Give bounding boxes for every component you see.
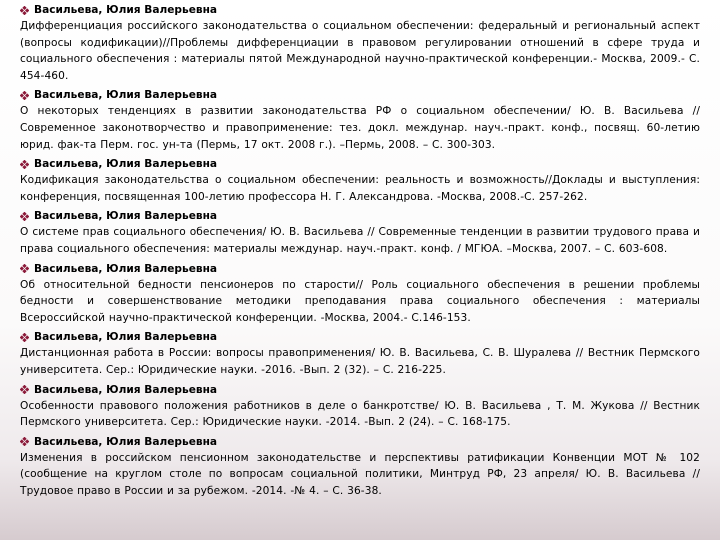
entry-citation: Изменения в российском пенсионном законодательстве и перспективы ратификации Конвенции МОТ № 102 (сообщение на круглом столе по вопросам социальной политики, Минтруд РФ, 23 апреля/ Ю. В. Васильева // Трудовое право в России и за рубежом. -2014. -№ 4. – С. 36-38. [20,451,700,497]
diamond-bullet-icon [20,91,29,100]
bibliography-entry [20,329,700,378]
entry-author: Васильева, Юлия Валерьевна [34,89,218,102]
entry-author: Васильева, Юлия Валерьевна [34,210,218,223]
diamond-bullet-icon [20,385,29,394]
bibliography-entry [20,261,700,327]
diamond-bullet-icon [20,264,29,273]
diamond-bullet-icon [20,333,29,342]
diamond-bullet-icon [20,160,29,169]
bibliography-entry [20,87,700,153]
entry-citation: О некоторых тенденциях в развитии законодательства РФ о социальном обеспечении/ Ю. В. Васильева // Современное законотворчество и правоприменение: тез. докл. междунар. науч.-практ. конф., посвящ. 60-летию юрид. фак-та Перм. гос. ун-та (Пермь, 17 окт. 2008 г.). –Пермь, 2008. – С. 300-303. [20,105,700,151]
entry-citation: О системе прав социального обеспечения/ Ю. В. Васильева // Современные тенденции в развитии трудового права и права социального обеспечения: материалы междунар. науч.-практ. конф. / МГЮА. –Москва, 2007. – С. 603-608. [20,226,700,255]
entry-author-row [20,208,700,224]
bibliography-entry [20,208,700,257]
entry-author: Васильева, Юлия Валерьевна [34,331,218,344]
entry-citation: Особенности правового положения работников в деле о банкротстве/ Ю. В. Васильева , Т. М. Жукова // Вестник Пермского университета. Сер.: Юридические науки. -2014. -Вып. 2 (24). – С. 168-175. [20,399,700,429]
entry-author: Васильева, Юлия Валерьевна [34,262,218,275]
entry-author: Васильева, Юлия Валерьевна [34,435,218,448]
entry-author-row [20,261,700,277]
entry-citation: Кодификация законодательства о социальном обеспечении: реальность и возможность//Доклады и выступления: конференция, посвященная 100-летию профессора Н. Г. Александрова. -Москва, 2008.-С. 257-262. [20,174,700,203]
entry-author-row [20,382,700,398]
bibliography-entry [20,2,700,84]
entry-author-row [20,329,700,345]
diamond-bullet-icon [20,6,29,15]
entry-list [20,2,700,499]
diamond-bullet-icon [20,437,29,446]
entry-author-row [20,87,700,103]
entry-author: Васильева, Юлия Валерьевна [34,4,218,16]
bibliography-entry [20,156,700,205]
entry-author: Васильева, Юлия Валерьевна [34,158,218,171]
entry-citation: Дифференциация российского законодательства о социальном обеспечении: федеральный и региональный аспект (вопросы кодификации)//Проблемы дифференциации в правовом регулировании отношений в сфере труда и социального обеспечения : материалы пятой Международной научно-практической конференции.- Москва, 2009.- С. 454-460. [20,20,700,82]
entry-author-row [20,156,700,172]
entry-author-row [20,434,700,450]
entry-citation: Дистанционная работа в России: вопросы правоприменения/ Ю. В. Васильева, С. В. Шуралева // Вестник Пермского университета. Сер.: Юридические науки. -2016. -Вып. 2 (32). – С. 216-225. [20,347,700,376]
entry-author: Васильева, Юлия Валерьевна [34,383,218,396]
bibliography-entry [20,382,700,431]
entry-author-row [20,2,700,18]
diamond-bullet-icon [20,212,29,221]
bibliography-entry [20,434,700,500]
entry-citation: Об относительной бедности пенсионеров по старости// Роль социального обеспечения в решении проблемы бедности и совершенствование методики преподавания права социального обеспечения : материалы Всероссийской научно-практической конференции. -Москва, 2004.- С.146-153. [20,278,700,324]
